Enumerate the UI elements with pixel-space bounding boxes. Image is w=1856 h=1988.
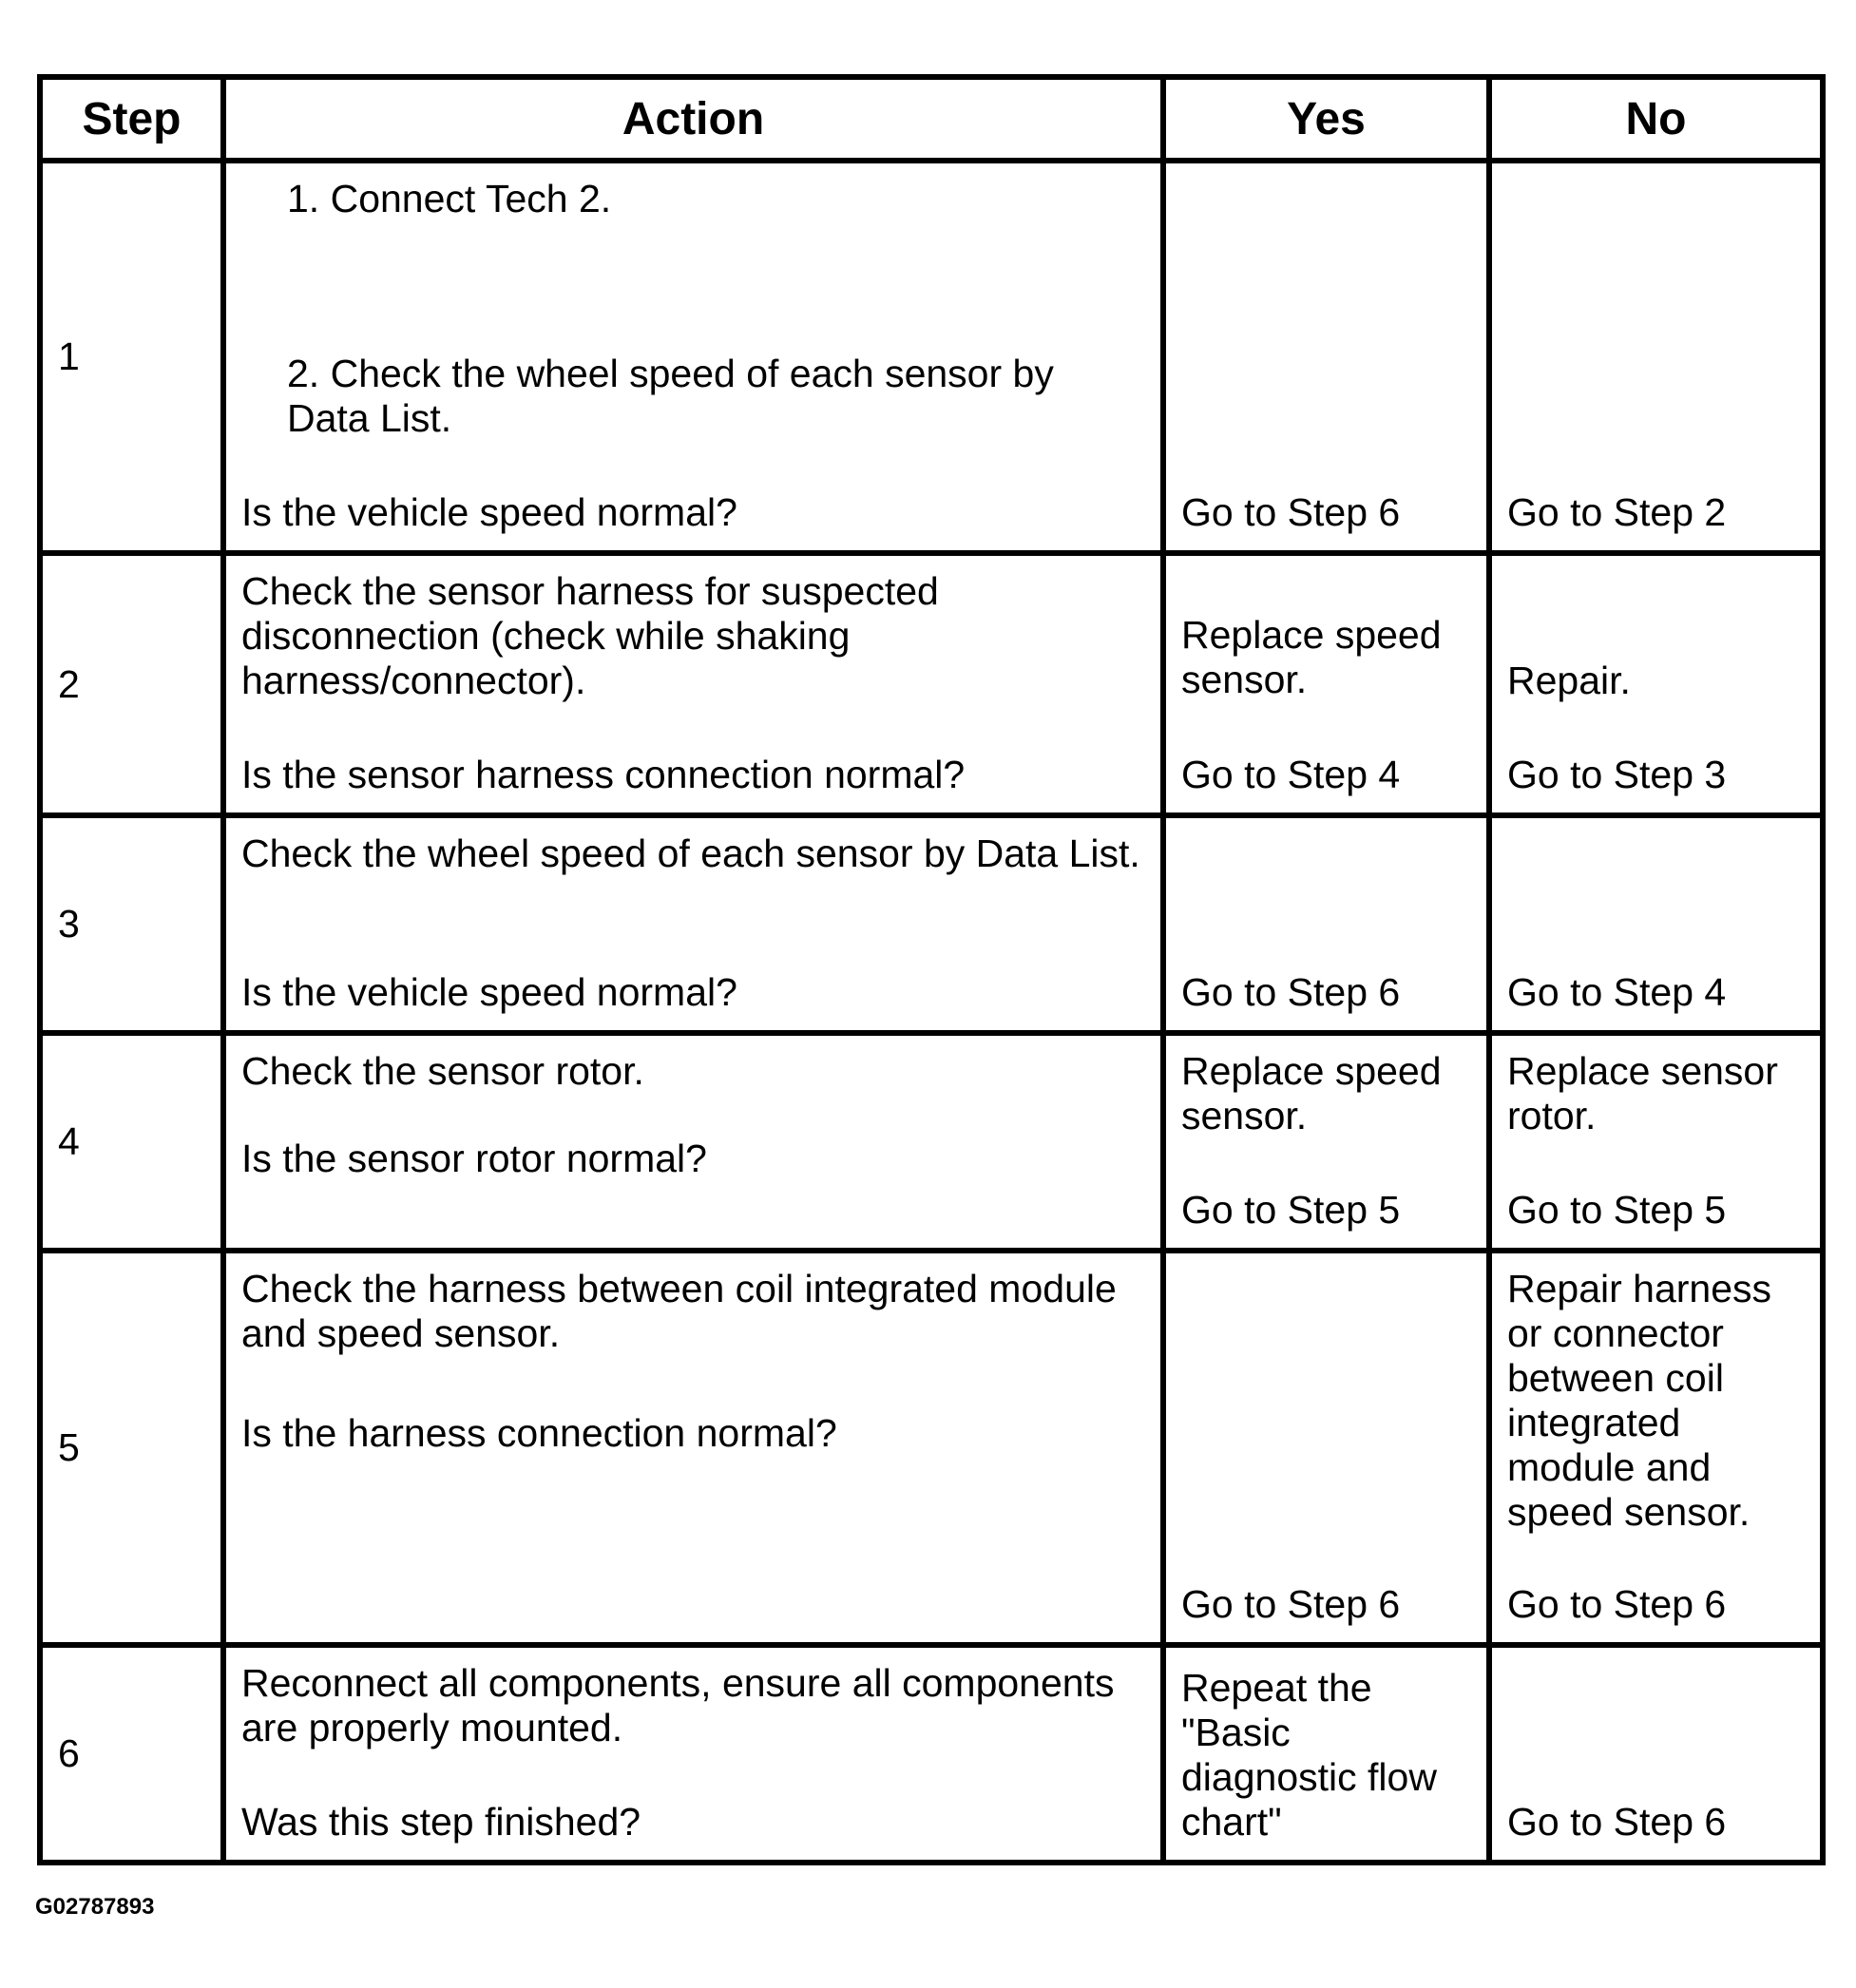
no-cell xyxy=(1489,553,1823,815)
question-text: Is the sensor harness connection normal? xyxy=(241,753,966,796)
action-text: Check the harness between coil integrated module and speed sensor. xyxy=(241,1267,1117,1355)
step-number: 2 xyxy=(40,553,223,815)
action-text: Reconnect all components, ensure all components are properly mounted. xyxy=(241,1661,1115,1749)
yes-goto: Go to Step 6 xyxy=(1181,1582,1401,1626)
yes-cell xyxy=(1163,1645,1489,1863)
action-text: Check the wheel speed of each sensor by Data List. xyxy=(241,832,1140,875)
question-text: Was this step finished? xyxy=(241,1800,641,1844)
header-action: Action xyxy=(223,77,1163,161)
no-note: Repair. xyxy=(1507,659,1631,702)
no-cell xyxy=(1489,1251,1823,1645)
action-cell xyxy=(223,1645,1163,1863)
yes-cell xyxy=(1163,1033,1489,1251)
question-text: Is the vehicle speed normal? xyxy=(241,490,737,534)
table-row xyxy=(40,815,1823,1033)
yes-goto: Go to Step 4 xyxy=(1181,753,1401,796)
action-cell xyxy=(223,553,1163,815)
action-cell xyxy=(223,815,1163,1033)
action-item: 1. Connect Tech 2. xyxy=(287,177,612,220)
question-text: Is the vehicle speed normal? xyxy=(241,970,737,1014)
action-cell xyxy=(223,161,1163,553)
table-row xyxy=(40,161,1823,553)
no-goto: Go to Step 4 xyxy=(1507,970,1727,1014)
action-text: Check the sensor harness for suspected disconnection (check while shaking harness/connector). xyxy=(241,569,939,702)
no-cell xyxy=(1489,1033,1823,1251)
no-goto: Go to Step 5 xyxy=(1507,1188,1727,1232)
no-note: Repair harness or connector between coil integrated module and speed sensor. xyxy=(1507,1267,1772,1534)
action-cell xyxy=(223,1251,1163,1645)
yes-note: Repeat the "Basic diagnostic flow chart" xyxy=(1181,1666,1437,1844)
question-text: Is the harness connection normal? xyxy=(241,1411,837,1455)
diagnostic-table xyxy=(37,74,1826,1865)
step-number: 4 xyxy=(40,1033,223,1251)
table-row xyxy=(40,1033,1823,1251)
figure-id: G02787893 xyxy=(35,1894,155,1920)
no-goto: Go to Step 2 xyxy=(1507,490,1727,534)
step-number: 1 xyxy=(40,161,223,553)
header-yes: Yes xyxy=(1163,77,1489,161)
action-cell xyxy=(223,1033,1163,1251)
step-number: 6 xyxy=(40,1645,223,1863)
yes-note: Replace speed sensor. xyxy=(1181,1049,1442,1137)
no-cell xyxy=(1489,1645,1823,1863)
yes-note: Replace speed sensor. xyxy=(1181,613,1442,701)
no-note: Replace sensor rotor. xyxy=(1507,1049,1778,1137)
no-goto: Go to Step 3 xyxy=(1507,753,1727,796)
yes-cell xyxy=(1163,1251,1489,1645)
no-cell xyxy=(1489,815,1823,1033)
header-step: Step xyxy=(40,77,223,161)
question-text: Is the sensor rotor normal? xyxy=(241,1137,707,1180)
table-row xyxy=(40,1251,1823,1645)
header-row xyxy=(40,77,1823,161)
action-item: 2. Check the wheel speed of each sensor by Data List. xyxy=(287,352,1054,440)
table-row xyxy=(40,1645,1823,1863)
table-row xyxy=(40,553,1823,815)
no-goto: Go to Step 6 xyxy=(1507,1582,1727,1626)
action-text: Check the sensor rotor. xyxy=(241,1049,644,1093)
yes-goto: Go to Step 6 xyxy=(1181,970,1401,1014)
no-cell xyxy=(1489,161,1823,553)
yes-cell xyxy=(1163,553,1489,815)
step-number: 3 xyxy=(40,815,223,1033)
no-goto: Go to Step 6 xyxy=(1507,1800,1727,1844)
yes-cell xyxy=(1163,161,1489,553)
yes-goto: Go to Step 6 xyxy=(1181,490,1401,534)
yes-goto: Go to Step 5 xyxy=(1181,1188,1401,1232)
step-number: 5 xyxy=(40,1251,223,1645)
header-no: No xyxy=(1489,77,1823,161)
yes-cell xyxy=(1163,815,1489,1033)
